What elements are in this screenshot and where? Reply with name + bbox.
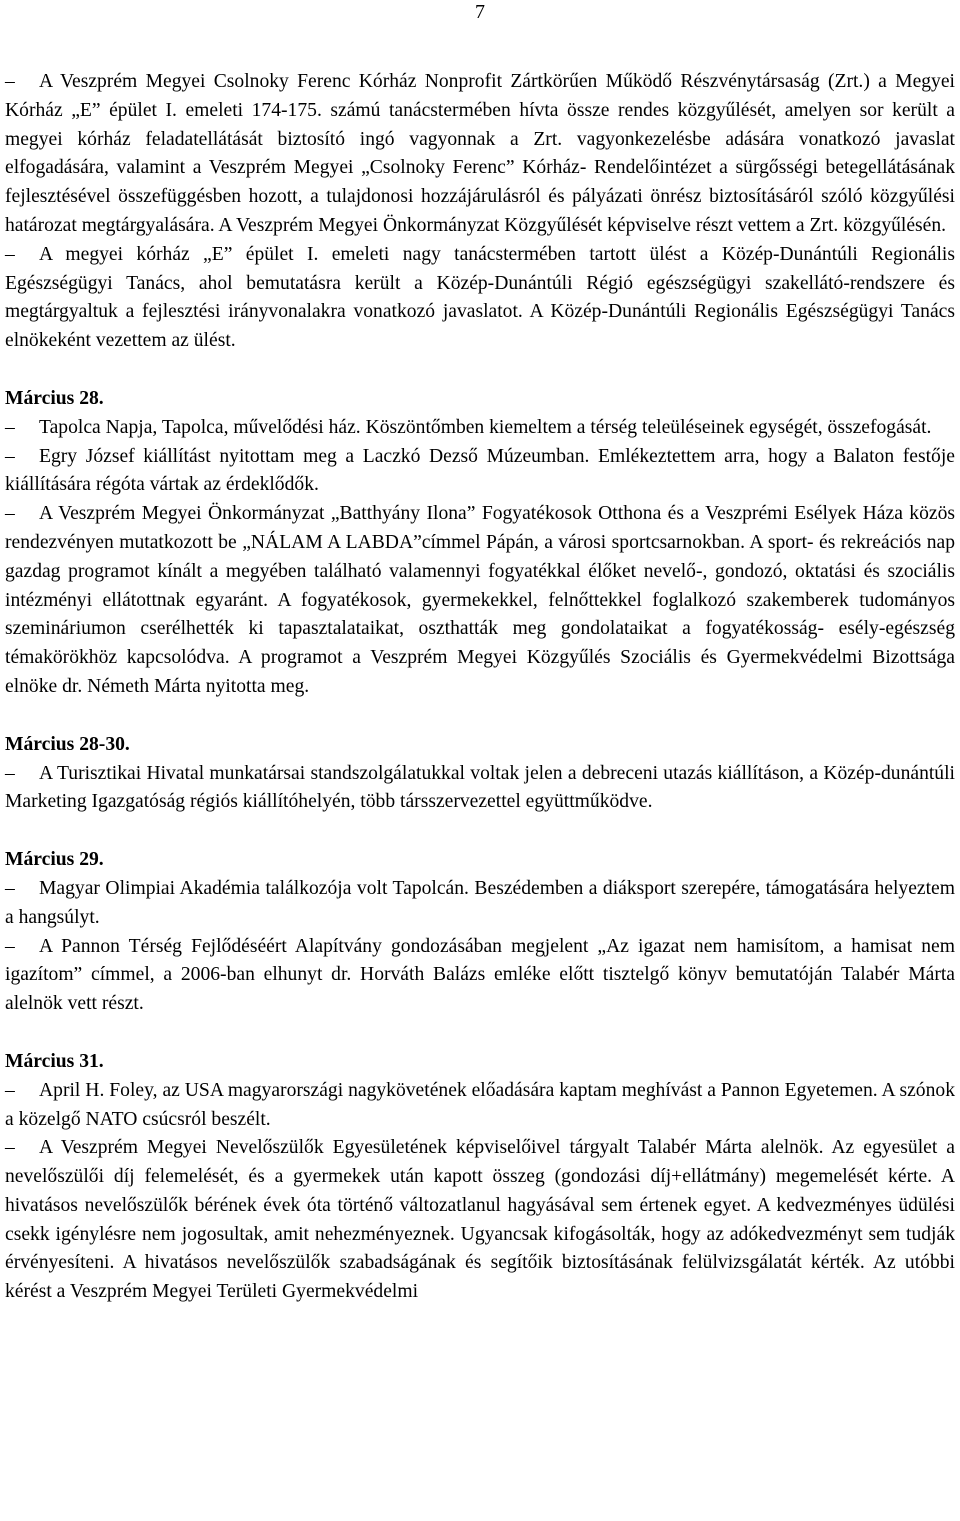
section-marcius-31 [5, 1048, 955, 1307]
list-item-text: April H. Foley, az USA magyarországi nagykövetének előadására kaptam meghívást a Pannon Egyetemen. A szónok a közelgő NATO csúcsról beszélt. [5, 1079, 955, 1130]
page-number: 7 [475, 1, 485, 23]
list-item [5, 760, 955, 818]
dash-bullet: – [5, 1079, 15, 1101]
list-item-text: A Veszprém Megyei Önkormányzat „Batthyány Ilona” Fogyatékosok Otthona és a Veszprémi Esélyek Háza közös rendezvényen mutatkozott be „NÁLAM A LABDA”címmel Pápán, a városi sportcsarnokban. A sport- és rekreációs nap gazdag programot kínált a megyében található valamennyi fogyatékkal élőket nevelő-, gondozó, oktatási és szociális intézményi ellátottnak egyaránt. A fogyatékosok, gyermekekkel, felnőttekkel foglalkozó szakemberek tudományos szemináriumon cserélhették ki tapasztalataikat, oszthatták meg gondolataikat a fogyatékosság- esély-egészség témakörökhöz kapcsolódva. A programot a Veszprém Megyei Közgyűlés Szociális és Gyermekvédelmi Bizottsága elnöke dr. Németh Márta nyitotta meg. [5, 503, 955, 697]
list-item-text: A megyei kórház „E” épület I. emeleti nagy tanácstermében tartott ülést a Közép-Dunántúli Regionális Egészségügyi Tanács, ahol bemutatásra került a Közép-Dunántúli Régió egészségügyi szakellátó-rendszere és megtárgyaltuk a fejlesztési irányvonalakra vonatkozó javaslatot. A Közép-Dunántúli Regionális Egészségügyi Tanács elnökeként vezettem az ülést. [5, 243, 955, 352]
dash-bullet: – [5, 503, 15, 525]
dash-bullet: – [5, 445, 15, 467]
section-gap [5, 817, 955, 846]
list-item [5, 933, 955, 1019]
list-item-text: Magyar Olimpiai Akadémia találkozója volt Tapolcán. Beszédemben a diáksport szerepére, támogatására helyeztem a hangsúlyt. [5, 877, 955, 928]
list-item-text: A Veszprém Megyei Nevelőszülők Egyesületének képviselőivel tárgyalt Talabér Márta alelnök. Az egyesület a nevelőszülői díj felemelését, és a gyermekek után kapott összeg (gondozási díj+ellátmány) megemelését kérte. A hivatásos nevelőszülők bérének évek óta történő változatlanul hagyásával sem értenek egyet. A kedvezményes üdülési csekk igénylésre nem jogosultak, amit nehezményeznek. Ugyancsak kifogásolták, hogy az adókedvezményt sem tudják érvényesíteni. A hivatásos nevelőszülők szabadságának és segítőik biztosításának felülvizsgálatát kérték. Az utóbbi kérést a Veszprém Megyei Területi Gyermekvédelmi [5, 1137, 955, 1303]
section-marcius-29 [5, 846, 955, 1019]
dash-bullet: – [5, 71, 15, 92]
date-heading: Március 28. [5, 387, 104, 409]
list-item [5, 443, 955, 501]
date-heading: Március 29. [5, 849, 104, 871]
date-heading: Március 28-30. [5, 733, 130, 755]
dash-bullet: – [5, 416, 15, 438]
list-item [5, 68, 955, 241]
list-item-text: Tapolca Napja, Tapolca, művelődési ház. Köszöntőmben kiemeltem a térség teleüléseinek egységét, összefogását. [39, 416, 932, 438]
document-body [5, 68, 955, 1307]
list-item-text: A Veszprém Megyei Csolnoky Ferenc Kórház Nonprofit Zártkörűen Működő Részvénytársaság (Zrt.) a Megyei Kórház „E” épület I. emeleti 174-175. számú tanácstermében hívta össze rendes közgyűlését, amelyen sor került a megyei kórház feladatellátását biztosító ingó vagyonnak a Zrt. vagyonkezelésbe adására vonatkozó javaslat elfogadására, valamint a Veszprém Megyei „Csolnoky Ferenc” Kórház- Rendelőintézet a sürgősségi betegellátásának fejlesztésével összefüggésben hozott, a tulajdonosi hozzájárulásról és pályázati önrész biztosításáról szóló közgyűlési határozat megtárgyalására. A Veszprém Megyei Önkormányzat Közgyűlését képviselve részt vettem a Zrt. közgyűlésén. [5, 71, 955, 236]
dash-bullet: – [5, 877, 15, 899]
list-item [5, 500, 955, 702]
dash-bullet: – [5, 935, 15, 957]
date-heading: Március 31. [5, 1050, 104, 1072]
list-item-text: A Pannon Térség Fejlődéséért Alapítvány gondozásában megjelent „Az igazat nem hamisítom, a hamisat nem igazítom” címmel, a 2006-ban elhunyt dr. Horváth Balázs emléke előtt tisztelgő könyv bemutatóján Talabér Márta alelnök vett részt. [5, 935, 955, 1015]
section-marcius-28-30 [5, 731, 955, 817]
list-item-text: A Turisztikai Hivatal munkatársai standszolgálatukkal voltak jelen a debreceni utazás kiállításon, a Közép-dunántúli Marketing Igazgatóság régiós kiállítóhelyén, több társszervezettel együttműködve. [5, 762, 955, 813]
section-gap [5, 1019, 955, 1048]
section-marcius-28 [5, 385, 955, 702]
dash-bullet: – [5, 762, 15, 784]
list-item [5, 875, 955, 933]
list-item [5, 1134, 955, 1307]
list-item [5, 414, 955, 443]
list-item [5, 241, 955, 356]
section-gap [5, 356, 955, 385]
section-gap [5, 702, 955, 731]
dash-bullet: – [5, 243, 15, 265]
list-item [5, 1077, 955, 1135]
dash-bullet: – [5, 1137, 15, 1159]
list-item-text: Egry József kiállítást nyitottam meg a Laczkó Dezső Múzeumban. Emlékeztettem arra, hogy a Balaton festője kiállítására régóta vártak az érdeklődők. [5, 445, 955, 496]
section-intro [5, 68, 955, 356]
